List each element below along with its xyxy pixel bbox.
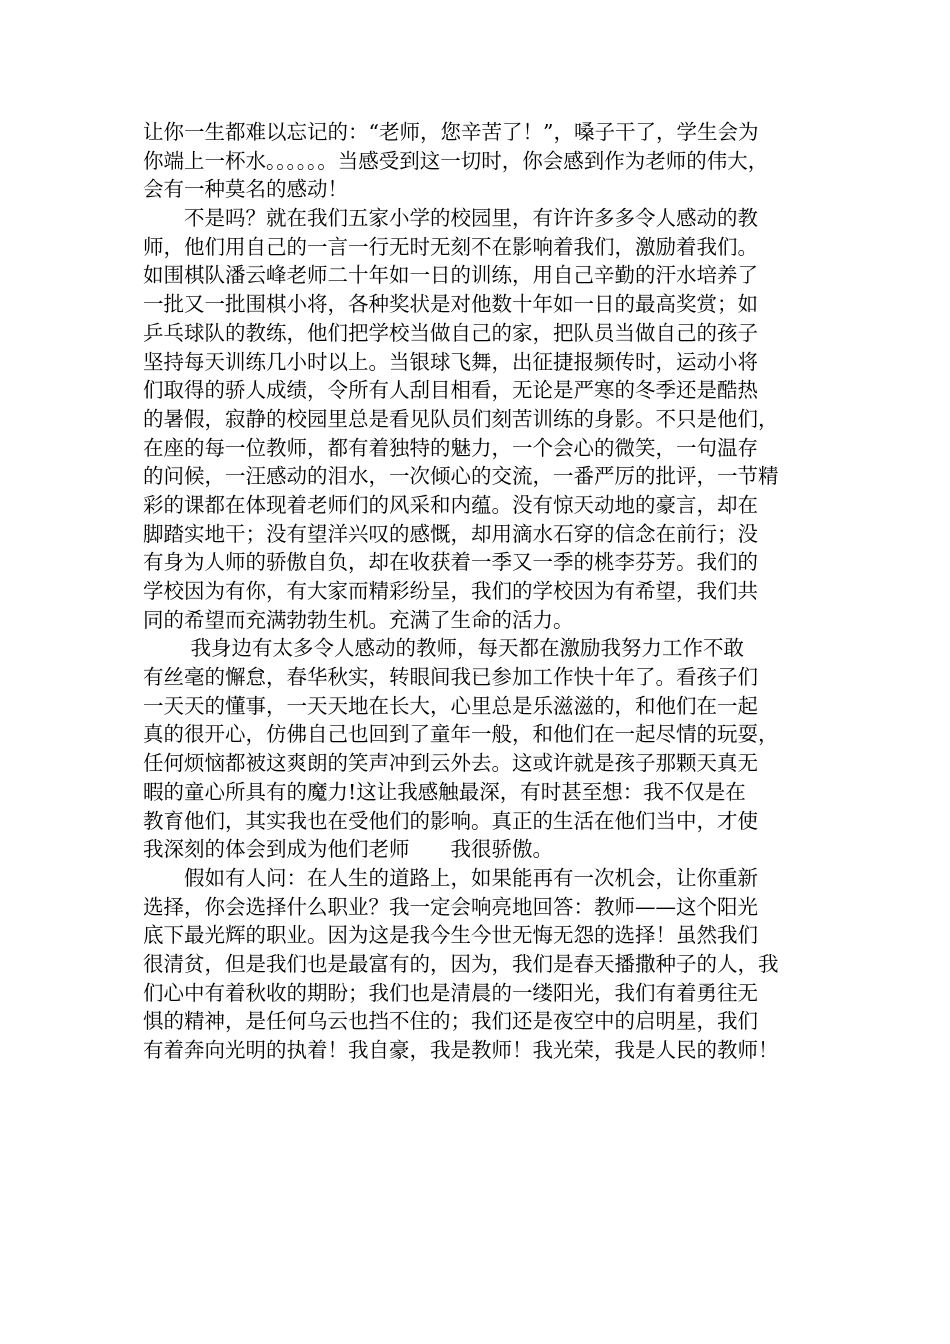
text-line: 一天天的懂事，一天天地在长大，心里总是乐滋滋的，和他们在一起 <box>143 693 758 718</box>
text-line: 有着奔向光明的执着！我自豪，我是教师！我光荣，我是人民的教师！ <box>143 1038 779 1062</box>
text-line: 底下最光辉的职业。因为这是我今生今世无悔无怨的选择！虽然我们 <box>143 923 758 948</box>
text-line: 们取得的骄人成绩，令所有人刮目相看，无论是严寒的冬季还是酷热 <box>143 378 758 403</box>
document-body <box>143 118 811 1065</box>
text-line: 一批又一批围棋小将，各种奖状是对他数十年如一日的最高奖赏；如 <box>143 292 758 317</box>
text-line: 让你一生都难以忘记的：“老师，您辛苦了！”，嗓子干了，学生会为 <box>143 120 759 144</box>
text-line: 选择，你会选择什么职业？我一定会响亮地回答：教师——这个阳光 <box>143 894 758 919</box>
text-line: 我身边有太多令人感动的教师，每天都在激励我努力工作不敢 <box>143 636 745 661</box>
text-line: 很清贫，但是我们也是最富有的，因为，我们是春天播撒种子的人，我 <box>143 951 779 976</box>
paragraph <box>143 118 811 204</box>
text-line: 学校因为有你，有大家而精彩纷呈，我们的学校因为有希望，我们共 <box>143 579 758 603</box>
text-line: 乒乓球队的教练，他们把学校当做自己的家，把队员当做自己的孩子 <box>143 320 758 345</box>
text-line: 我深刻的体会到成为他们老师 我很骄傲。 <box>143 837 553 862</box>
paragraph <box>143 634 811 864</box>
text-line: 假如有人问：在人生的道路上，如果能再有一次机会，让你重新 <box>143 865 758 890</box>
text-line: 真的很开心，仿佛自己也回到了童年一般，和他们在一起尽情的玩耍， <box>143 722 779 747</box>
paragraph <box>143 204 811 634</box>
text-line: 不是吗？就在我们五家小学的校园里，有许许多多令人感动的教 <box>143 206 758 231</box>
text-line: 的暑假，寂静的校园里总是看见队员们刻苦训练的身影。不只是他们， <box>143 406 779 431</box>
text-line: 同的希望而充满勃勃生机。充满了生命的活力。 <box>143 607 574 632</box>
text-line: 坚持每天训练几小时以上。当银球飞舞，出征捷报频传时，运动小将 <box>143 349 758 374</box>
text-line: 惧的精神，是任何乌云也挡不住的；我们还是夜空中的启明星，我们 <box>143 1009 758 1034</box>
text-line: 们心中有着秋收的期盼；我们也是清晨的一缕阳光，我们有着勇往无 <box>143 980 758 1005</box>
text-line: 有身为人师的骄傲自负，却在收获着一季又一季的桃李芬芳。我们的 <box>143 550 758 575</box>
text-line: 任何烦恼都被这爽朗的笑声冲到云外去。这或许就是孩子那颗天真无 <box>143 751 758 776</box>
text-line: 师，他们用自己的一言一行无时无刻不在影响着我们，激励着我们。 <box>143 234 758 259</box>
text-line: 会有一种莫名的感动！ <box>143 177 348 202</box>
text-line: 如围棋队潘云峰老师二十年如一日的训练，用自己辛勤的汗水培养了 <box>143 263 758 288</box>
text-line: 的问候，一汪感动的泪水，一次倾心的交流，一番严厉的批评，一节精 <box>143 464 779 489</box>
text-line: 在座的每一位教师，都有着独特的魅力，一个会心的微笑，一句温存 <box>143 435 758 460</box>
text-line: 暇的童心所具有的魔力!这让我感触最深，有时甚至想：我不仅是在 <box>143 779 746 804</box>
text-line: 你端上一杯水。。。。。。当感受到这一切时，你会感到作为老师的伟大， <box>143 148 769 173</box>
text-line: 彩的课都在体现着老师们的风采和内蕴。没有惊天动地的豪言，却在 <box>143 492 758 517</box>
paragraph <box>143 864 811 1065</box>
text-line: 脚踏实地干；没有望洋兴叹的感慨，却用滴水石穿的信念在前行；没 <box>143 521 758 546</box>
text-line: 教育他们，其实我也在受他们的影响。真正的生活在他们当中，才使 <box>143 808 758 833</box>
text-line: 有丝毫的懈怠，春华秋实，转眼间我已参加工作快十年了。看孩子们 <box>143 665 758 690</box>
